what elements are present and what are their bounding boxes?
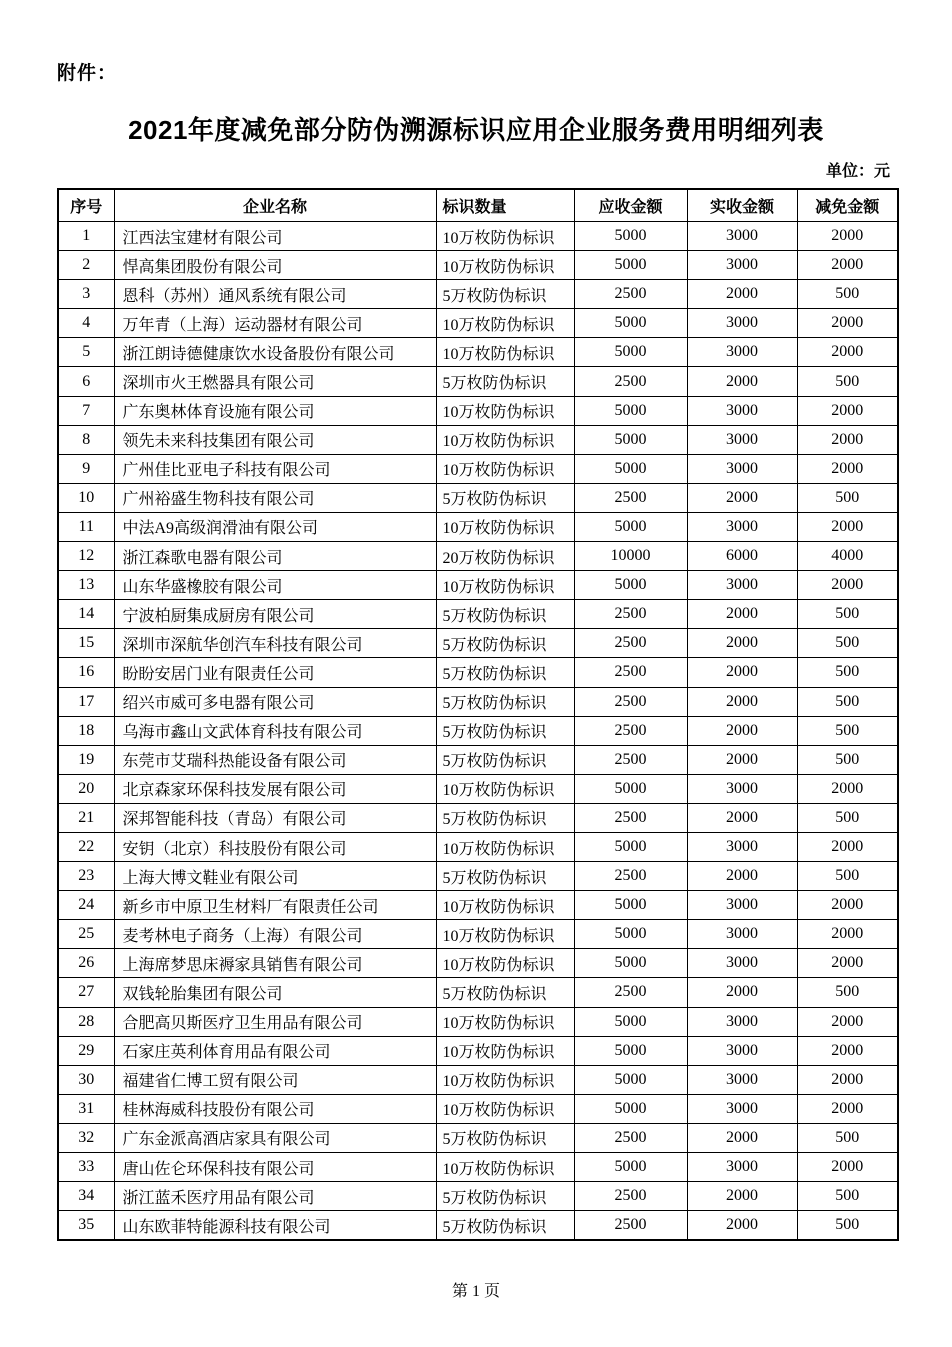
receivable-amount: 5000 — [574, 832, 687, 861]
received-amount: 2000 — [687, 1123, 797, 1152]
column-header-receivable-amount: 应收金额 — [574, 189, 687, 222]
label-quantity: 10万枚防伪标识 — [436, 1036, 574, 1065]
receivable-amount: 5000 — [574, 338, 687, 367]
company-name: 上海大博文鞋业有限公司 — [114, 862, 436, 891]
row-number: 11 — [58, 512, 114, 541]
label-quantity: 10万枚防伪标识 — [436, 571, 574, 600]
reduced-amount: 500 — [797, 280, 898, 309]
received-amount: 3000 — [687, 425, 797, 454]
received-amount: 3000 — [687, 949, 797, 978]
reduced-amount: 2000 — [797, 832, 898, 861]
receivable-amount: 5000 — [574, 512, 687, 541]
table-row — [58, 1211, 898, 1241]
table-row — [58, 251, 898, 280]
receivable-amount: 5000 — [574, 571, 687, 600]
receivable-amount: 2500 — [574, 280, 687, 309]
receivable-amount: 5000 — [574, 309, 687, 338]
company-name: 新乡市中原卫生材料厂有限责任公司 — [114, 891, 436, 920]
received-amount: 3000 — [687, 512, 797, 541]
received-amount: 2000 — [687, 687, 797, 716]
fee-detail-table — [57, 188, 899, 1241]
reduced-amount: 2000 — [797, 454, 898, 483]
received-amount: 2000 — [687, 1182, 797, 1211]
row-number: 31 — [58, 1094, 114, 1123]
table-row — [58, 1094, 898, 1123]
receivable-amount: 5000 — [574, 222, 687, 251]
company-name: 深圳市火王燃器具有限公司 — [114, 367, 436, 396]
label-quantity: 10万枚防伪标识 — [436, 338, 574, 367]
label-quantity: 10万枚防伪标识 — [436, 774, 574, 803]
row-number: 28 — [58, 1007, 114, 1036]
receivable-amount: 5000 — [574, 1094, 687, 1123]
company-name: 石家庄英利体育用品有限公司 — [114, 1036, 436, 1065]
reduced-amount: 2000 — [797, 949, 898, 978]
row-number: 5 — [58, 338, 114, 367]
company-name: 恩科（苏州）通风系统有限公司 — [114, 280, 436, 309]
table-body — [58, 222, 898, 1241]
label-quantity: 10万枚防伪标识 — [436, 832, 574, 861]
company-name: 浙江蓝禾医疗用品有限公司 — [114, 1182, 436, 1211]
reduced-amount: 2000 — [797, 309, 898, 338]
table-row — [58, 483, 898, 512]
company-name: 绍兴市威可多电器有限公司 — [114, 687, 436, 716]
receivable-amount: 2500 — [574, 687, 687, 716]
receivable-amount: 5000 — [574, 425, 687, 454]
received-amount: 3000 — [687, 774, 797, 803]
reduced-amount: 500 — [797, 600, 898, 629]
received-amount: 2000 — [687, 1211, 797, 1241]
receivable-amount: 5000 — [574, 1153, 687, 1182]
received-amount: 3000 — [687, 571, 797, 600]
receivable-amount: 5000 — [574, 1007, 687, 1036]
receivable-amount: 5000 — [574, 891, 687, 920]
receivable-amount: 2500 — [574, 1123, 687, 1152]
table-row — [58, 512, 898, 541]
receivable-amount: 5000 — [574, 774, 687, 803]
company-name: 宁波柏厨集成厨房有限公司 — [114, 600, 436, 629]
received-amount: 2000 — [687, 658, 797, 687]
receivable-amount: 5000 — [574, 1065, 687, 1094]
received-amount: 3000 — [687, 1036, 797, 1065]
company-name: 麦考林电子商务（上海）有限公司 — [114, 920, 436, 949]
label-quantity: 5万枚防伪标识 — [436, 1182, 574, 1211]
reduced-amount: 500 — [797, 629, 898, 658]
company-name: 广州裕盛生物科技有限公司 — [114, 483, 436, 512]
receivable-amount: 2500 — [574, 716, 687, 745]
row-number: 3 — [58, 280, 114, 309]
table-row — [58, 891, 898, 920]
receivable-amount: 5000 — [574, 920, 687, 949]
label-quantity: 5万枚防伪标识 — [436, 978, 574, 1007]
table-row — [58, 658, 898, 687]
row-number: 34 — [58, 1182, 114, 1211]
table-row — [58, 949, 898, 978]
company-name: 桂林海威科技股份有限公司 — [114, 1094, 436, 1123]
company-name: 深圳市深航华创汽车科技有限公司 — [114, 629, 436, 658]
reduced-amount: 2000 — [797, 1094, 898, 1123]
row-number: 4 — [58, 309, 114, 338]
reduced-amount: 500 — [797, 1182, 898, 1211]
label-quantity: 5万枚防伪标识 — [436, 1211, 574, 1241]
row-number: 16 — [58, 658, 114, 687]
table-row — [58, 1153, 898, 1182]
table-row — [58, 774, 898, 803]
table-row — [58, 920, 898, 949]
table-row — [58, 1065, 898, 1094]
row-number: 1 — [58, 222, 114, 251]
reduced-amount: 2000 — [797, 222, 898, 251]
label-quantity: 10万枚防伪标识 — [436, 920, 574, 949]
received-amount: 3000 — [687, 832, 797, 861]
page-number: 第 1 页 — [451, 1283, 500, 1300]
row-number: 27 — [58, 978, 114, 1007]
row-number: 9 — [58, 454, 114, 483]
row-number: 30 — [58, 1065, 114, 1094]
reduced-amount: 500 — [797, 367, 898, 396]
reduced-amount: 2000 — [797, 774, 898, 803]
table-row — [58, 803, 898, 832]
table-header-row — [58, 189, 898, 222]
row-number: 8 — [58, 425, 114, 454]
row-number: 26 — [58, 949, 114, 978]
company-name: 北京森家环保科技发展有限公司 — [114, 774, 436, 803]
row-number: 17 — [58, 687, 114, 716]
label-quantity: 5万枚防伪标识 — [436, 658, 574, 687]
receivable-amount: 2500 — [574, 745, 687, 774]
company-name: 悍高集团股份有限公司 — [114, 251, 436, 280]
table-row — [58, 309, 898, 338]
row-number: 35 — [58, 1211, 114, 1241]
received-amount: 2000 — [687, 483, 797, 512]
receivable-amount: 2500 — [574, 862, 687, 891]
company-name: 安钥（北京）科技股份有限公司 — [114, 832, 436, 861]
reduced-amount: 500 — [797, 862, 898, 891]
table-row — [58, 745, 898, 774]
reduced-amount: 500 — [797, 745, 898, 774]
label-quantity: 5万枚防伪标识 — [436, 716, 574, 745]
reduced-amount: 2000 — [797, 396, 898, 425]
receivable-amount: 5000 — [574, 1036, 687, 1065]
label-quantity: 5万枚防伪标识 — [436, 280, 574, 309]
received-amount: 3000 — [687, 309, 797, 338]
received-amount: 2000 — [687, 629, 797, 658]
receivable-amount: 10000 — [574, 542, 687, 571]
table-row — [58, 1123, 898, 1152]
label-quantity: 10万枚防伪标识 — [436, 1094, 574, 1123]
receivable-amount: 2500 — [574, 1182, 687, 1211]
company-name: 东莞市艾瑞科热能设备有限公司 — [114, 745, 436, 774]
label-quantity: 5万枚防伪标识 — [436, 367, 574, 396]
reduced-amount: 500 — [797, 716, 898, 745]
label-quantity: 5万枚防伪标识 — [436, 600, 574, 629]
row-number: 2 — [58, 251, 114, 280]
table-row — [58, 1182, 898, 1211]
reduced-amount: 500 — [797, 1211, 898, 1241]
label-quantity: 5万枚防伪标识 — [436, 483, 574, 512]
received-amount: 3000 — [687, 222, 797, 251]
received-amount: 2000 — [687, 745, 797, 774]
receivable-amount: 2500 — [574, 483, 687, 512]
reduced-amount: 2000 — [797, 920, 898, 949]
reduced-amount: 2000 — [797, 1153, 898, 1182]
reduced-amount: 500 — [797, 978, 898, 1007]
company-name: 浙江森歌电器有限公司 — [114, 542, 436, 571]
reduced-amount: 2000 — [797, 512, 898, 541]
receivable-amount: 2500 — [574, 600, 687, 629]
received-amount: 3000 — [687, 338, 797, 367]
received-amount: 3000 — [687, 1153, 797, 1182]
table-row — [58, 629, 898, 658]
receivable-amount: 2500 — [574, 629, 687, 658]
table-row — [58, 280, 898, 309]
table-row — [58, 978, 898, 1007]
column-header-label-quantity: 标识数量 — [436, 189, 574, 222]
row-number: 19 — [58, 745, 114, 774]
company-name: 深邦智能科技（青岛）有限公司 — [114, 803, 436, 832]
reduced-amount: 500 — [797, 803, 898, 832]
company-name: 山东华盛橡胶有限公司 — [114, 571, 436, 600]
received-amount: 6000 — [687, 542, 797, 571]
reduced-amount: 500 — [797, 658, 898, 687]
table-row — [58, 338, 898, 367]
reduced-amount: 4000 — [797, 542, 898, 571]
table-row — [58, 716, 898, 745]
reduced-amount: 2000 — [797, 338, 898, 367]
company-name: 领先未来科技集团有限公司 — [114, 425, 436, 454]
received-amount: 3000 — [687, 1094, 797, 1123]
company-name: 唐山佐仑环保科技有限公司 — [114, 1153, 436, 1182]
table-row — [58, 542, 898, 571]
receivable-amount: 5000 — [574, 454, 687, 483]
reduced-amount: 500 — [797, 483, 898, 512]
received-amount: 2000 — [687, 862, 797, 891]
row-number: 20 — [58, 774, 114, 803]
table-row — [58, 862, 898, 891]
receivable-amount: 2500 — [574, 658, 687, 687]
row-number: 25 — [58, 920, 114, 949]
received-amount: 3000 — [687, 251, 797, 280]
reduced-amount: 2000 — [797, 891, 898, 920]
label-quantity: 5万枚防伪标识 — [436, 629, 574, 658]
table-row — [58, 687, 898, 716]
receivable-amount: 5000 — [574, 949, 687, 978]
column-header-company-name: 企业名称 — [114, 189, 436, 222]
label-quantity: 10万枚防伪标识 — [436, 949, 574, 978]
company-name: 万年青（上海）运动器材有限公司 — [114, 309, 436, 338]
received-amount: 3000 — [687, 1065, 797, 1094]
table-row — [58, 600, 898, 629]
received-amount: 2000 — [687, 716, 797, 745]
label-quantity: 10万枚防伪标识 — [436, 1153, 574, 1182]
row-number: 21 — [58, 803, 114, 832]
reduced-amount: 500 — [797, 687, 898, 716]
row-number: 33 — [58, 1153, 114, 1182]
received-amount: 3000 — [687, 891, 797, 920]
table-row — [58, 832, 898, 861]
table-row — [58, 1007, 898, 1036]
reduced-amount: 2000 — [797, 571, 898, 600]
receivable-amount: 5000 — [574, 396, 687, 425]
table-row — [58, 1036, 898, 1065]
receivable-amount: 5000 — [574, 251, 687, 280]
column-header-reduced-amount: 减免金额 — [797, 189, 898, 222]
company-name: 合肥高贝斯医疗卫生用品有限公司 — [114, 1007, 436, 1036]
reduced-amount: 500 — [797, 1123, 898, 1152]
label-quantity: 10万枚防伪标识 — [436, 222, 574, 251]
table-row — [58, 367, 898, 396]
company-name: 山东欧菲特能源科技有限公司 — [114, 1211, 436, 1241]
company-name: 上海席梦思床褥家具销售有限公司 — [114, 949, 436, 978]
row-number: 22 — [58, 832, 114, 861]
label-quantity: 5万枚防伪标识 — [436, 745, 574, 774]
reduced-amount: 2000 — [797, 1065, 898, 1094]
label-quantity: 10万枚防伪标识 — [436, 425, 574, 454]
company-name: 江西法宝建材有限公司 — [114, 222, 436, 251]
label-quantity: 10万枚防伪标识 — [436, 251, 574, 280]
row-number: 14 — [58, 600, 114, 629]
received-amount: 2000 — [687, 978, 797, 1007]
company-name: 双钱轮胎集团有限公司 — [114, 978, 436, 1007]
row-number: 13 — [58, 571, 114, 600]
company-name: 广东奥林体育设施有限公司 — [114, 396, 436, 425]
table-row — [58, 425, 898, 454]
received-amount: 3000 — [687, 454, 797, 483]
receivable-amount: 2500 — [574, 367, 687, 396]
row-number: 29 — [58, 1036, 114, 1065]
row-number: 6 — [58, 367, 114, 396]
received-amount: 2000 — [687, 803, 797, 832]
received-amount: 2000 — [687, 280, 797, 309]
table-row — [58, 571, 898, 600]
label-quantity: 10万枚防伪标识 — [436, 396, 574, 425]
receivable-amount: 2500 — [574, 978, 687, 1007]
unit-label: 单位：元 — [825, 163, 890, 180]
column-header-received-amount: 实收金额 — [687, 189, 797, 222]
company-name: 浙江朗诗德健康饮水设备股份有限公司 — [114, 338, 436, 367]
label-quantity: 10万枚防伪标识 — [436, 1065, 574, 1094]
received-amount: 2000 — [687, 600, 797, 629]
reduced-amount: 2000 — [797, 1007, 898, 1036]
table-row — [58, 396, 898, 425]
label-quantity: 5万枚防伪标识 — [436, 1123, 574, 1152]
company-name: 乌海市鑫山文武体育科技有限公司 — [114, 716, 436, 745]
label-quantity: 20万枚防伪标识 — [436, 542, 574, 571]
column-header-row-number: 序号 — [58, 189, 114, 222]
label-quantity: 10万枚防伪标识 — [436, 1007, 574, 1036]
company-name: 福建省仁博工贸有限公司 — [114, 1065, 436, 1094]
reduced-amount: 2000 — [797, 251, 898, 280]
label-quantity: 5万枚防伪标识 — [436, 803, 574, 832]
row-number: 23 — [58, 862, 114, 891]
company-name: 广东金派高酒店家具有限公司 — [114, 1123, 436, 1152]
label-quantity: 10万枚防伪标识 — [436, 891, 574, 920]
attachment-label: 附件： — [57, 63, 118, 84]
row-number: 10 — [58, 483, 114, 512]
label-quantity: 10万枚防伪标识 — [436, 309, 574, 338]
received-amount: 3000 — [687, 1007, 797, 1036]
row-number: 24 — [58, 891, 114, 920]
company-name: 中法A9高级润滑油有限公司 — [114, 512, 436, 541]
row-number: 12 — [58, 542, 114, 571]
row-number: 32 — [58, 1123, 114, 1152]
company-name: 广州佳比亚电子科技有限公司 — [114, 454, 436, 483]
reduced-amount: 2000 — [797, 425, 898, 454]
received-amount: 3000 — [687, 396, 797, 425]
label-quantity: 10万枚防伪标识 — [436, 454, 574, 483]
receivable-amount: 2500 — [574, 803, 687, 832]
label-quantity: 5万枚防伪标识 — [436, 862, 574, 891]
row-number: 7 — [58, 396, 114, 425]
company-name: 盼盼安居门业有限责任公司 — [114, 658, 436, 687]
row-number: 15 — [58, 629, 114, 658]
label-quantity: 5万枚防伪标识 — [436, 687, 574, 716]
received-amount: 3000 — [687, 920, 797, 949]
table-row — [58, 454, 898, 483]
receivable-amount: 2500 — [574, 1211, 687, 1241]
label-quantity: 10万枚防伪标识 — [436, 512, 574, 541]
received-amount: 2000 — [687, 367, 797, 396]
reduced-amount: 2000 — [797, 1036, 898, 1065]
table-row — [58, 222, 898, 251]
row-number: 18 — [58, 716, 114, 745]
page-title: 2021年度减免部分防伪溯源标识应用企业服务费用明细列表 — [128, 115, 824, 145]
